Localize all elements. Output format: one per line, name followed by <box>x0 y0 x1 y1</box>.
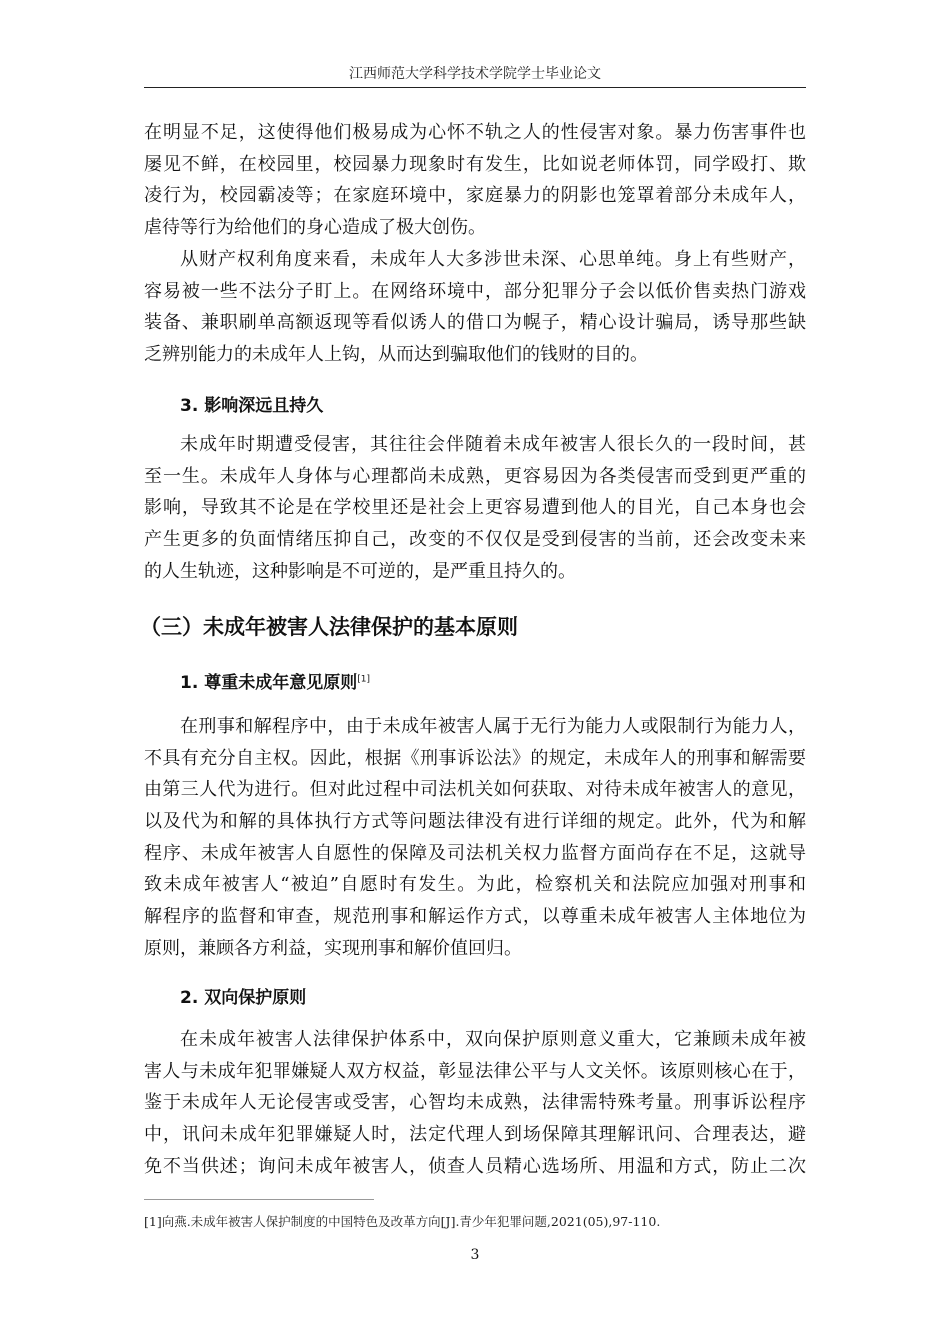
subheading-respect <box>180 668 370 693</box>
subheading-respect-text: 1. 尊重未成年意见原则 <box>180 673 358 693</box>
text-line: 由第三人代为进行。但对此过程中司法机关如何获取、对待未成年被害人的意见， <box>144 779 806 801</box>
text-line: 害人与未成年犯罪嫌疑人双方权益，彰显法律公平与人文关怀。该原则核心在于， <box>144 1060 806 1082</box>
footnote: [1]向燕.未成年被害人保护制度的中国特色及改革方向[J].青少年犯罪问题,2021(05),97-110. <box>144 1214 661 1229</box>
paragraph-4 <box>144 711 806 965</box>
text-line: 在刑事和解程序中，由于未成年被害人属于无行为能力人或限制行为能力人， <box>180 716 806 737</box>
footnote-ref[interactable]: [1] <box>357 674 370 685</box>
section-heading-principles: （三）未成年被害人法律保护的基本原则 <box>140 615 518 639</box>
paragraph-1 <box>144 117 806 244</box>
paragraph-2 <box>144 244 806 371</box>
text-line: 以及代为和解的具体执行方式等问题法律没有进行详细的规定。此外，代为和解 <box>144 811 806 833</box>
subheading-impact: 3. 影响深远且持久 <box>180 396 324 416</box>
text-line: 中，讯问未成年犯罪嫌疑人时，法定代理人到场保障其理解讯问、合理表达，避 <box>144 1124 806 1146</box>
text-line: 原则，兼顾各方利益，实现刑事和解价值回归。 <box>144 937 522 959</box>
text-line: 程序、未成年被害人自愿性的保障及司法机关权力监督方面尚存在不足，这就导 <box>144 842 806 864</box>
paragraph-3 <box>144 429 806 587</box>
text-line: 的人生轨迹，这种影响是不可逆的，是严重且持久的。 <box>144 560 576 582</box>
text-line: 未成年时期遭受侵害，其往往会伴随着未成年被害人很长久的一段时间，甚 <box>180 434 806 455</box>
text-line: 鉴于未成年人无论侵害或受害，心智均未成熟，法律需特殊考量。刑事诉讼程序 <box>144 1092 806 1114</box>
running-header: 江西师范大学科学技术学院学士毕业论文 <box>349 66 601 82</box>
text-line: 屡见不鲜，在校园里，校园暴力现象时有发生，比如说老师体罚，同学殴打、欺 <box>144 153 806 175</box>
page-number: 3 <box>470 1247 480 1263</box>
text-line: 乏辨别能力的未成年人上钩，从而达到骗取他们的钱财的目的。 <box>144 344 648 366</box>
text-line: 致未成年被害人“被迫”自愿时有发生。为此，检察机关和法院应加强对刑事和 <box>144 874 806 896</box>
text-line: 容易被一些不法分子盯上。在网络环境中，部分犯罪分子会以低价售卖热门游戏 <box>144 280 806 302</box>
subheading-dual: 2. 双向保护原则 <box>180 988 307 1008</box>
text-line: 在明显不足，这使得他们极易成为心怀不轨之人的性侵害对象。暴力伤害事件也 <box>144 122 806 143</box>
header-divider <box>144 87 806 88</box>
text-line: 在未成年被害人法律保护体系中，双向保护原则意义重大，它兼顾未成年被 <box>180 1029 806 1050</box>
paragraph-5 <box>144 1024 806 1182</box>
footnote-divider <box>144 1199 374 1200</box>
text-line: 产生更多的负面情绪压抑自己，改变的不仅仅是受到侵害的当前，还会改变未来 <box>144 529 806 551</box>
text-line: 影响，导致其不论是在学校里还是社会上更容易遭到他人的目光，自己本身也会 <box>144 497 806 519</box>
text-line: 虐待等行为给他们的身心造成了极大创伤。 <box>144 217 486 239</box>
text-line: 从财产权利角度来看，未成年人大多涉世未深、心思单纯。身上有些财产， <box>180 249 806 270</box>
text-line: 凌行为，校园霸凌等；在家庭环境中，家庭暴力的阴影也笼罩着部分未成年人， <box>144 185 806 207</box>
text-line: 至一生。未成年人身体与心理都尚未成熟，更容易因为各类侵害而受到更严重的 <box>144 465 806 487</box>
text-line: 不具有充分自主权。因此，根据《刑事诉讼法》的规定，未成年人的刑事和解需要 <box>144 747 806 769</box>
text-line: 装备、兼职刷单高额返现等看似诱人的借口为幌子，精心设计骗局，诱导那些缺 <box>144 312 806 334</box>
text-line: 解程序的监督和审查，规范刑事和解运作方式，以尊重未成年被害人主体地位为 <box>144 906 806 928</box>
text-line: 免不当供述；询问未成年被害人，侦查人员精心选场所、用温和方式，防止二次 <box>144 1155 806 1177</box>
